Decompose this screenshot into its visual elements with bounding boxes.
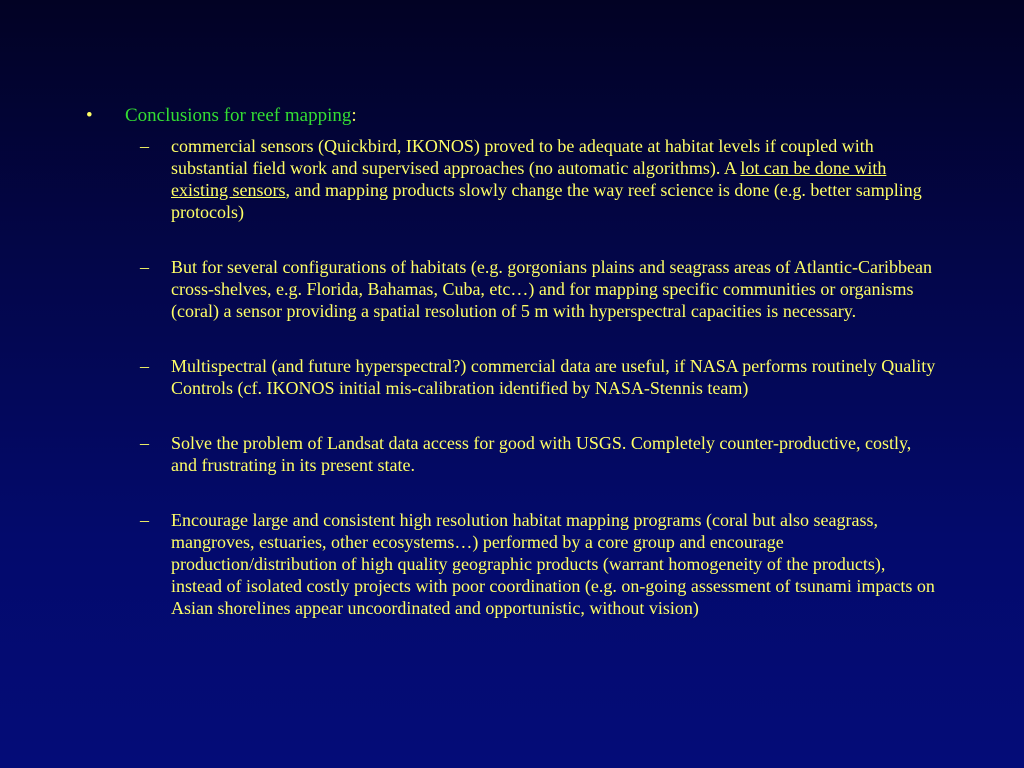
dash-icon: – — [140, 510, 149, 530]
item-text-after: , and mapping products slowly change the way reef science is done (e.g. better sampling protocols) — [171, 180, 922, 222]
dash-icon: – — [140, 136, 149, 156]
conclusions-list — [140, 135, 940, 652]
heading-label: Conclusions for reef mapping — [125, 105, 352, 126]
dash-icon: – — [140, 257, 149, 277]
list-item-landsat-access — [140, 432, 940, 476]
item-text: But for several configurations of habitats (e.g. gorgonians plains and seagrass areas of Atlantic-Caribbean cross-shelves, e.g. Florida, Bahamas, Cuba, etc…) and for mapping specific communities or organisms (coral) a sensor providing a spatial resolution of 5 m with hyperspectral capacities is necessary. — [171, 257, 932, 321]
item-text: Encourage large and consistent high resolution habitat mapping programs (coral but also seagrass, mangroves, estuaries, other ecosystems…) performed by a core group and encourage production/distribution of high quality geographic products (warrant homogeneity of the products), instead of isolated costly projects with poor coordination (e.g. on-going assessment of tsunami impacts on Asian shorelines appear uncoordinated and opportunistic, without vision) — [171, 510, 935, 618]
heading-colon: : — [351, 105, 357, 126]
list-item-commercial-sensors — [140, 135, 940, 223]
item-text-before: commercial sensors (Quickbird, IKONOS) proved to be adequate at habitat levels if coupled with substantial field work and supervised approaches (no automatic algorithms). A — [171, 136, 874, 178]
list-item-mapping-programs — [140, 509, 940, 619]
list-item-multispectral — [140, 355, 940, 399]
bullet-icon: • — [86, 105, 93, 126]
existing-sensors-link[interactable]: lot can be done with existing sensors — [171, 158, 887, 200]
heading-text — [125, 104, 357, 128]
dash-icon: – — [140, 433, 149, 453]
dash-icon: – — [140, 356, 149, 376]
list-item-habitat-configurations — [140, 256, 940, 322]
item-text: Solve the problem of Landsat data access for good with USGS. Completely counter-productive, costly, and frustrating in its present state. — [171, 433, 912, 475]
item-text: Multispectral (and future hyperspectral?) commercial data are useful, if NASA performs routinely Quality Controls (cf. IKONOS initial mis-calibration identified by NASA-Stennis team) — [171, 356, 936, 398]
